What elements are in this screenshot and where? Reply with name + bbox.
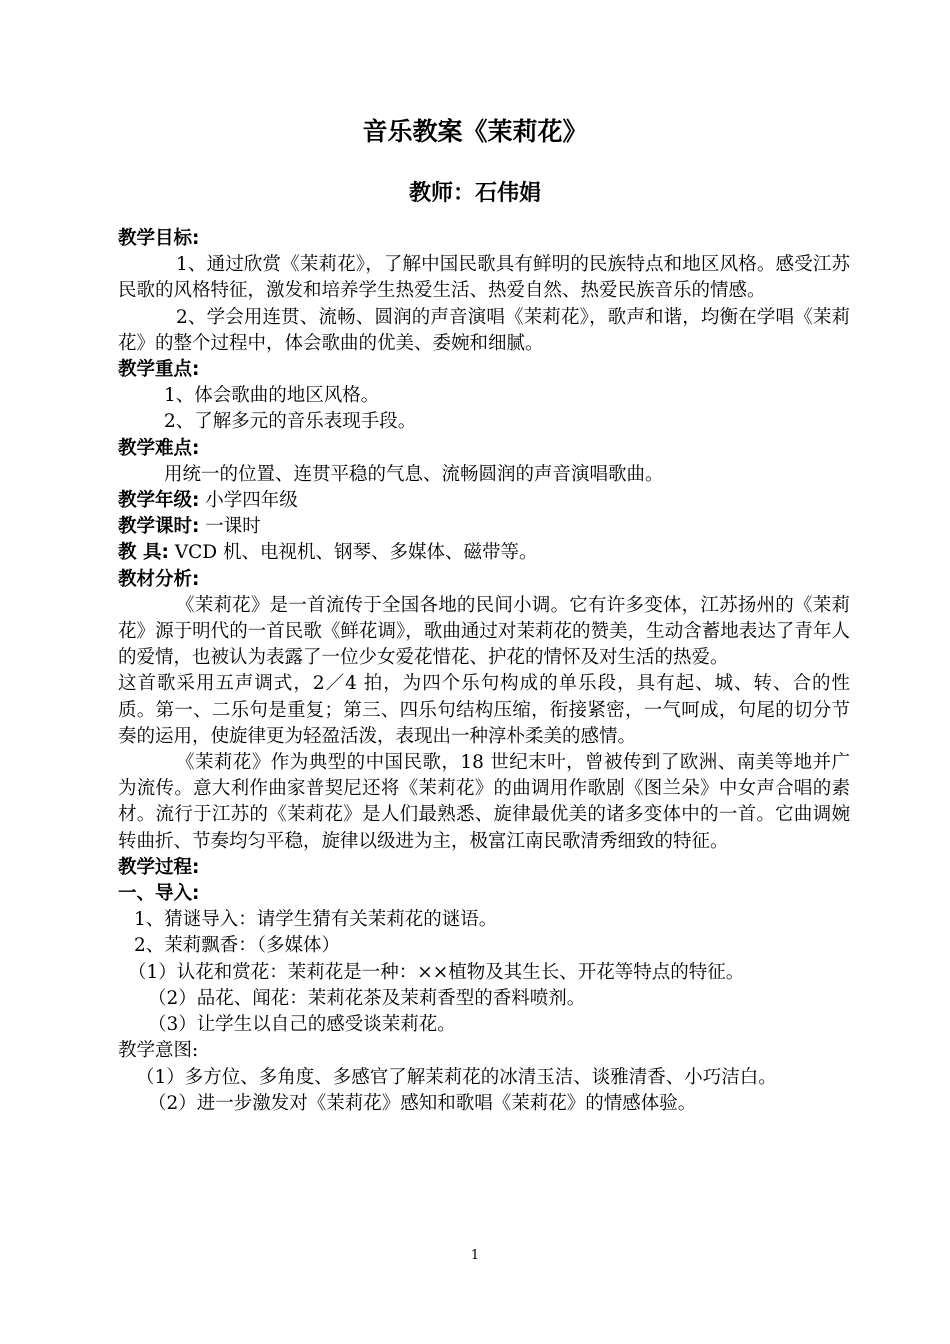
key-points-heading: 教学重点: bbox=[118, 359, 200, 381]
analysis-paragraph-1: 《茉莉花》是一首流传于全国各地的民间小调。它有许多变体，江苏扬州的《茉莉花》源于明代的一首民歌《鲜花调》，歌曲通过对茉莉花的赞美，生动含蓄地表达了青年人的爱情，也被认为表露了一位少女爱花惜花、护花的情怀及对生活的热爱。 bbox=[118, 594, 850, 669]
hours-label: 教学课时: bbox=[118, 516, 200, 538]
process-heading: 教学过程: bbox=[118, 856, 200, 878]
goal-paragraph-1: 1、通过欣赏《茉莉花》，了解中国民歌具有鲜明的民族特点和地区风格。感受江苏民歌的风格特征，激发和培养学生热爱生活、热爱自然、热爱民族音乐的情感。 bbox=[118, 254, 850, 302]
tools-value: VCD 机、电视机、钢琴、多媒体、磁带等。 bbox=[174, 542, 538, 564]
hours-value: 一课时 bbox=[205, 516, 261, 538]
tools-label: 教 具: bbox=[118, 542, 169, 564]
intent-heading: 教学意图: bbox=[118, 1040, 199, 1062]
intro-step-2c: （3）让学生以自己的感受谈茉莉花。 bbox=[148, 1014, 456, 1036]
teacher-line: 教师：石伟娟 bbox=[408, 181, 541, 206]
difficulty-heading: 教学难点: bbox=[118, 437, 200, 459]
page-number: 1 bbox=[470, 1248, 480, 1263]
document-body bbox=[118, 226, 850, 1117]
goal-paragraph-2: 2、学会用连贯、流畅、圆润的声音演唱《茉莉花》，歌声和谐，均衡在学唱《茉莉花》的整个过程中，体会歌曲的优美、委婉和细腻。 bbox=[118, 306, 850, 354]
intro-step-2b: （2）品花、闻花：茉莉花茶及茉莉香型的香料喷剂。 bbox=[148, 987, 586, 1009]
intent-2: （2）进一步激发对《茉莉花》感知和歌唱《茉莉花》的情感体验。 bbox=[148, 1092, 697, 1114]
key-point-2: 2、了解多元的音乐表现手段。 bbox=[164, 411, 417, 433]
key-point-1: 1、体会歌曲的地区风格。 bbox=[164, 385, 380, 407]
analysis-heading: 教材分析: bbox=[118, 568, 200, 590]
goals-heading: 教学目标: bbox=[118, 228, 200, 249]
intent-1: （1）多方位、多角度、多感官了解茉莉花的冰清玉洁、谈雅清香、小巧洁白。 bbox=[136, 1066, 777, 1088]
analysis-paragraph-3: 《茉莉花》作为典型的中国民歌，18 世纪末叶，曾被传到了欧洲、南美等地并广为流传。意大利作曲家普契尼还将《茉莉花》的曲调用作歌剧《图兰朵》中女声合唱的素材。流行于江苏的《茉莉花》是人们最熟悉、旋律最优美的诸多变体中的一首。它曲调婉转曲折、节奏均匀平稳，旋律以级进为主，极富江南民歌清秀细致的特征。 bbox=[118, 752, 850, 852]
intro-heading: 一、导入: bbox=[118, 883, 200, 905]
page-title: 音乐教案《茉莉花》 bbox=[362, 117, 588, 146]
grade-row bbox=[118, 488, 850, 514]
tools-row bbox=[118, 540, 850, 566]
difficulty-text: 用统一的位置、连贯平稳的气息、流畅圆润的声音演唱歌曲。 bbox=[164, 463, 664, 485]
analysis-paragraph-2: 这首歌采用五声调式，2／4 拍，为四个乐句构成的单乐段，具有起、城、转、合的性质。第一、二乐句是重复；第三、四乐句结构压缩，衔接紧密，一气呵成，句尾的切分节奏的运用，使旋律更为轻盈活泼，表现出一种淳朴柔美的感情。 bbox=[118, 673, 850, 747]
intro-step-1: 1、猜谜导入：请学生猜有关茉莉花的谜语。 bbox=[134, 909, 498, 931]
hours-row bbox=[118, 514, 850, 540]
grade-value: 小学四年级 bbox=[205, 490, 298, 512]
intro-step-2: 2、茉莉飘香：（多媒体） bbox=[134, 935, 341, 957]
intro-step-2a: （1）认花和赏花：茉莉花是一种：××植物及其生长、开花等特点的特征。 bbox=[128, 961, 745, 983]
grade-label: 教学年级: bbox=[118, 490, 200, 512]
